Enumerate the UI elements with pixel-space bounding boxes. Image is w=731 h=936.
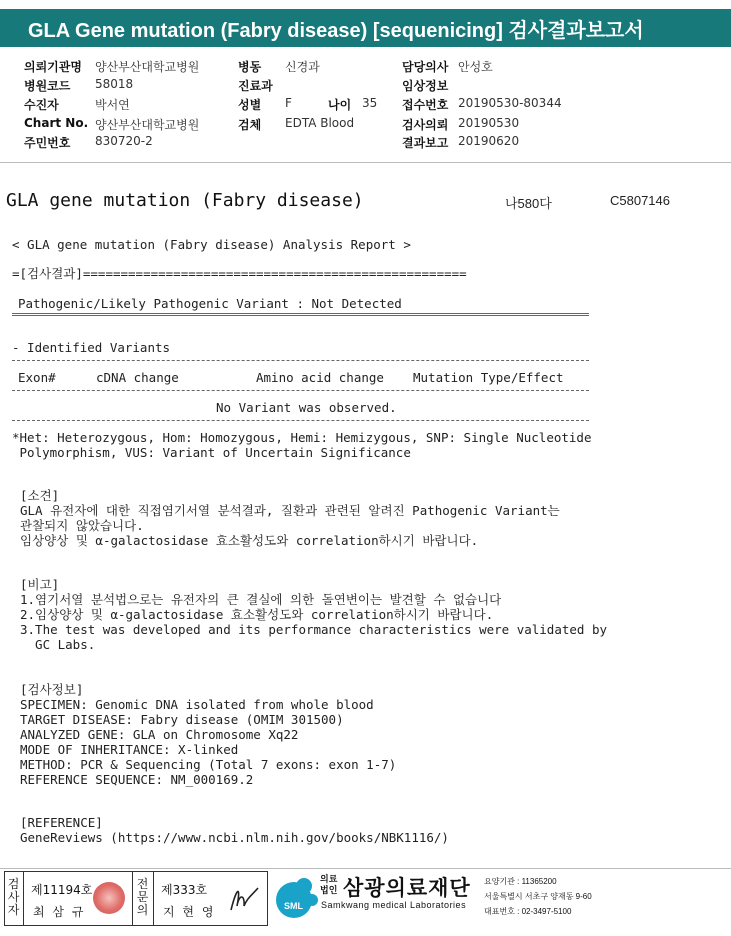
- info-value: 양산부산대학교병원: [95, 60, 200, 74]
- seal-stamp: [93, 882, 125, 914]
- info-value: 신경과: [285, 60, 320, 74]
- specialist-name: 지 현 영: [163, 905, 216, 919]
- info-label: 의뢰기관명: [24, 60, 82, 74]
- abbreviation-note-2: Polymorphism, VUS: Variant of Uncertain Significance: [12, 445, 411, 460]
- info-label: 임상정보: [402, 79, 449, 93]
- tester-label: 검사자: [7, 877, 20, 917]
- info-value: 20190530: [458, 116, 520, 130]
- info-label: 결과보고: [402, 136, 449, 150]
- specimen-line: SPECIMEN: Genomic DNA isolated from whole blood: [20, 697, 374, 712]
- table-top-rule: [12, 360, 589, 361]
- opinion-line-1: GLA 유전자에 대한 직접염기서열 분석결과, 질환과 관련된 알려진 Pathogenic Variant는: [20, 503, 560, 518]
- no-variant-message: No Variant was observed.: [216, 400, 397, 415]
- col-cdna: cDNA change: [96, 370, 179, 385]
- remarks-line-3: 3.The test was developed and its performance characteristics were validated by: [20, 622, 607, 637]
- info-label: 나이: [328, 98, 352, 112]
- remarks-line-2: 2.임상양상 및 α-galactosidase 효소활성도와 correlation하시기 바랍니다.: [20, 607, 494, 622]
- signature-box: [4, 871, 268, 926]
- info-value: EDTA Blood: [285, 116, 355, 130]
- info-value: F: [285, 96, 292, 110]
- contact-line-2: 서울특별시 서초구 양재동 9-60: [484, 892, 592, 901]
- divider: [153, 872, 154, 925]
- info-value: 양산부산대학교병원: [95, 118, 200, 132]
- report-code-2: C5807146: [610, 193, 670, 208]
- method-line: METHOD: PCR & Sequencing (Total 7 exons: exon 1-7): [20, 757, 397, 772]
- info-value: 58018: [95, 77, 134, 91]
- info-label: 수진자: [24, 98, 59, 112]
- info-label: 검사의뢰: [402, 118, 449, 132]
- header-divider: [0, 162, 731, 163]
- sml-logo-icon: [272, 874, 326, 922]
- footer-divider: [0, 868, 731, 869]
- sml-badge: SML: [284, 901, 303, 911]
- abbreviation-note-1: *Het: Heterozygous, Hom: Homozygous, Hemi: Hemizygous, SNP: Single Nucleotide: [12, 430, 592, 445]
- test-info-title: [검사정보]: [20, 682, 84, 697]
- remarks-line-4: GC Labs.: [20, 637, 96, 652]
- org-english-name: Samkwang medical Laboratories: [321, 900, 467, 910]
- report-title: GLA Gene mutation (Fabry disease) [sequenicing] 검사결과보고서: [28, 19, 644, 42]
- patient-info-grid: [0, 52, 731, 152]
- col-mutation: Mutation Type/Effect: [413, 370, 564, 385]
- reference-title: [REFERENCE]: [20, 815, 103, 830]
- col-exon: Exon#: [18, 370, 56, 385]
- specialist-license: 제333호: [161, 883, 208, 897]
- lab-logo: [272, 874, 326, 922]
- target-disease-line: TARGET DISEASE: Fabry disease (OMIM 301500): [20, 712, 344, 727]
- double-rule: [12, 313, 589, 316]
- reference-link[interactable]: GeneReviews (https://www.ncbi.nlm.nih.gov/books/NBK1116/): [20, 830, 449, 845]
- table-bottom-rule: [12, 420, 589, 421]
- signature-mark: [227, 880, 263, 916]
- info-label: 병원코드: [24, 79, 71, 93]
- tester-name: 최 삼 규: [33, 905, 86, 919]
- inheritance-line: MODE OF INHERITANCE: X-linked: [20, 742, 239, 757]
- info-value: 830720-2: [95, 134, 153, 148]
- info-label: Chart No.: [24, 116, 89, 130]
- report-main-title: GLA gene mutation (Fabry disease): [6, 190, 364, 211]
- remarks-title: [비고]: [20, 577, 60, 592]
- table-header-rule: [12, 390, 589, 391]
- info-label: 주민번호: [24, 136, 71, 150]
- info-value: 35: [362, 96, 378, 110]
- report-code-1: 나580다: [505, 196, 552, 211]
- reference-sequence-line: REFERENCE SEQUENCE: NM_000169.2: [20, 772, 254, 787]
- info-value: 20190620: [458, 134, 520, 148]
- tester-license: 제11194호: [31, 883, 93, 897]
- info-label: 담당의사: [402, 60, 449, 74]
- org-name: 삼광의료재단: [343, 877, 471, 900]
- org-type: 의료법인: [320, 874, 338, 895]
- info-label: 접수번호: [402, 98, 449, 112]
- opinion-line-3: 임상양상 및 α-galactosidase 효소활성도와 correlation하시기 바랍니다.: [20, 533, 479, 548]
- info-label: 진료과: [238, 79, 273, 93]
- col-amino: Amino acid change: [256, 370, 384, 385]
- divider: [132, 872, 133, 925]
- info-label: 검체: [238, 118, 262, 132]
- result-section-header: =[검사결과]===================================================: [12, 266, 467, 281]
- contact-line-1: 요양기관 : 11365200: [484, 877, 557, 886]
- identified-variants-heading: - Identified Variants: [12, 340, 171, 355]
- contact-line-3: 대표번호 : 02-3497-5100: [484, 907, 572, 916]
- info-label: 병동: [238, 60, 262, 74]
- info-value: 박서연: [95, 98, 130, 112]
- opinion-title: [소견]: [20, 488, 60, 503]
- analyzed-gene-line: ANALYZED GENE: GLA on Chromosome Xq22: [20, 727, 299, 742]
- report-title-bar: [0, 9, 731, 47]
- info-value: 20190530-80344: [458, 96, 562, 110]
- analysis-report-heading: < GLA gene mutation (Fabry disease) Analysis Report >: [12, 237, 411, 252]
- divider: [23, 872, 24, 925]
- remarks-line-1: 1.염기서열 분석법으로는 유전자의 큰 결실에 의한 돌연변이는 발견할 수 없습니다: [20, 592, 502, 607]
- pathogenic-result: Pathogenic/Likely Pathogenic Variant : Not Detected: [18, 296, 402, 311]
- specialist-label: 전문의: [136, 877, 149, 917]
- info-label: 성별: [238, 98, 262, 112]
- opinion-line-2: 관찰되지 않았습니다.: [20, 518, 144, 533]
- info-value: 안성호: [458, 60, 493, 74]
